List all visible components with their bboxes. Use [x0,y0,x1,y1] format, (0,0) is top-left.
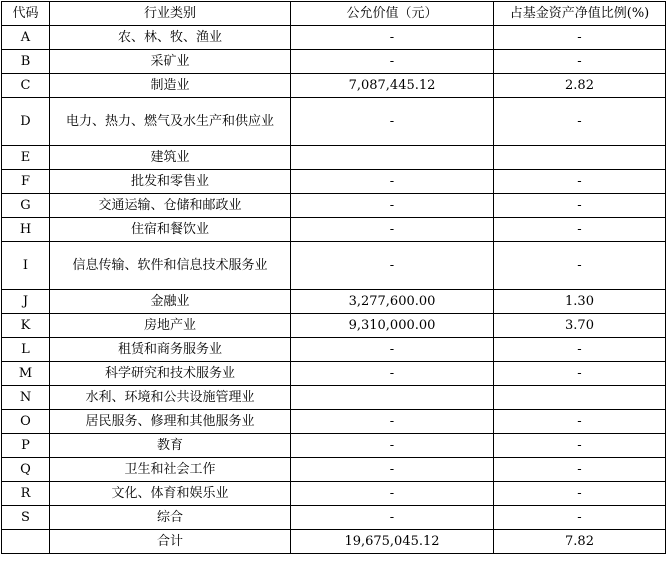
row-ratio: - [494,434,666,458]
row-code: G [2,194,50,218]
row-code: H [2,218,50,242]
row-industry: 金融业 [50,290,291,314]
row-code: L [2,338,50,362]
total-fair-value: 19,675,045.12 [291,530,494,554]
row-code: A [2,26,50,50]
row-fair-value: - [291,170,494,194]
row-code: Q [2,458,50,482]
row-fair-value: - [291,482,494,506]
row-industry: 文化、体育和娱乐业 [50,482,291,506]
row-code: C [2,74,50,98]
row-ratio: - [494,194,666,218]
row-ratio: - [494,218,666,242]
row-fair-value: - [291,218,494,242]
row-industry: 综合 [50,506,291,530]
row-fair-value: 3,277,600.00 [291,290,494,314]
table-row [2,410,666,434]
table-row [2,170,666,194]
row-fair-value: 9,310,000.00 [291,314,494,338]
header-fair-value: 公允价值（元） [291,2,494,26]
row-fair-value: - [291,98,494,146]
table-row [2,242,666,290]
total-label: 合计 [50,530,291,554]
row-industry: 居民服务、修理和其他服务业 [50,410,291,434]
table-row [2,506,666,530]
table-row [2,194,666,218]
header-code: 代码 [2,2,50,26]
row-fair-value: - [291,242,494,290]
table-row [2,362,666,386]
row-industry: 卫生和社会工作 [50,458,291,482]
row-ratio: - [494,50,666,74]
row-ratio: - [494,362,666,386]
row-fair-value: - [291,410,494,434]
row-industry: 采矿业 [50,50,291,74]
row-fair-value: - [291,338,494,362]
row-code: D [2,98,50,146]
table-row [2,458,666,482]
row-fair-value: - [291,194,494,218]
table-row [2,26,666,50]
row-code: E [2,146,50,170]
row-code: R [2,482,50,506]
row-industry: 批发和零售业 [50,170,291,194]
row-ratio: - [494,410,666,434]
table-total-row [2,530,666,554]
row-ratio: - [494,506,666,530]
row-code: I [2,242,50,290]
row-fair-value: - [291,434,494,458]
row-code: K [2,314,50,338]
table-row [2,314,666,338]
row-code: B [2,50,50,74]
industry-allocation-table [1,1,666,554]
row-code: O [2,410,50,434]
row-industry: 制造业 [50,74,291,98]
row-code: N [2,386,50,410]
row-industry: 科学研究和技术服务业 [50,362,291,386]
row-ratio: - [494,98,666,146]
table-row [2,218,666,242]
row-ratio: - [494,482,666,506]
row-fair-value: - [291,458,494,482]
table-row [2,434,666,458]
table-row [2,290,666,314]
row-ratio: - [494,170,666,194]
row-industry: 建筑业 [50,146,291,170]
row-industry: 水利、环境和公共设施管理业 [50,386,291,410]
row-ratio: - [494,338,666,362]
row-code: J [2,290,50,314]
row-fair-value: 7,087,445.12 [291,74,494,98]
row-fair-value [291,386,494,410]
row-industry: 住宿和餐饮业 [50,218,291,242]
table-row [2,98,666,146]
row-code: M [2,362,50,386]
row-fair-value: - [291,362,494,386]
row-code: F [2,170,50,194]
total-code [2,530,50,554]
row-fair-value: - [291,50,494,74]
row-ratio: 3.70 [494,314,666,338]
table-row [2,386,666,410]
header-industry: 行业类别 [50,2,291,26]
row-ratio: - [494,26,666,50]
row-industry: 教育 [50,434,291,458]
row-fair-value: - [291,26,494,50]
row-code: S [2,506,50,530]
row-fair-value [291,146,494,170]
row-ratio [494,386,666,410]
row-industry: 信息传输、软件和信息技术服务业 [50,242,291,290]
row-ratio: - [494,242,666,290]
row-industry: 房地产业 [50,314,291,338]
table-row [2,74,666,98]
row-ratio: 2.82 [494,74,666,98]
row-ratio: - [494,458,666,482]
table-row [2,146,666,170]
row-industry: 租赁和商务服务业 [50,338,291,362]
table-row [2,50,666,74]
row-industry: 电力、热力、燃气及水生产和供应业 [50,98,291,146]
table-header-row [2,2,666,26]
row-code: P [2,434,50,458]
total-ratio: 7.82 [494,530,666,554]
table-row [2,338,666,362]
row-ratio: 1.30 [494,290,666,314]
row-fair-value: - [291,506,494,530]
row-industry: 交通运输、仓储和邮政业 [50,194,291,218]
row-industry: 农、林、牧、渔业 [50,26,291,50]
table-row [2,482,666,506]
row-ratio [494,146,666,170]
header-ratio: 占基金资产净值比例(%) [494,2,666,26]
